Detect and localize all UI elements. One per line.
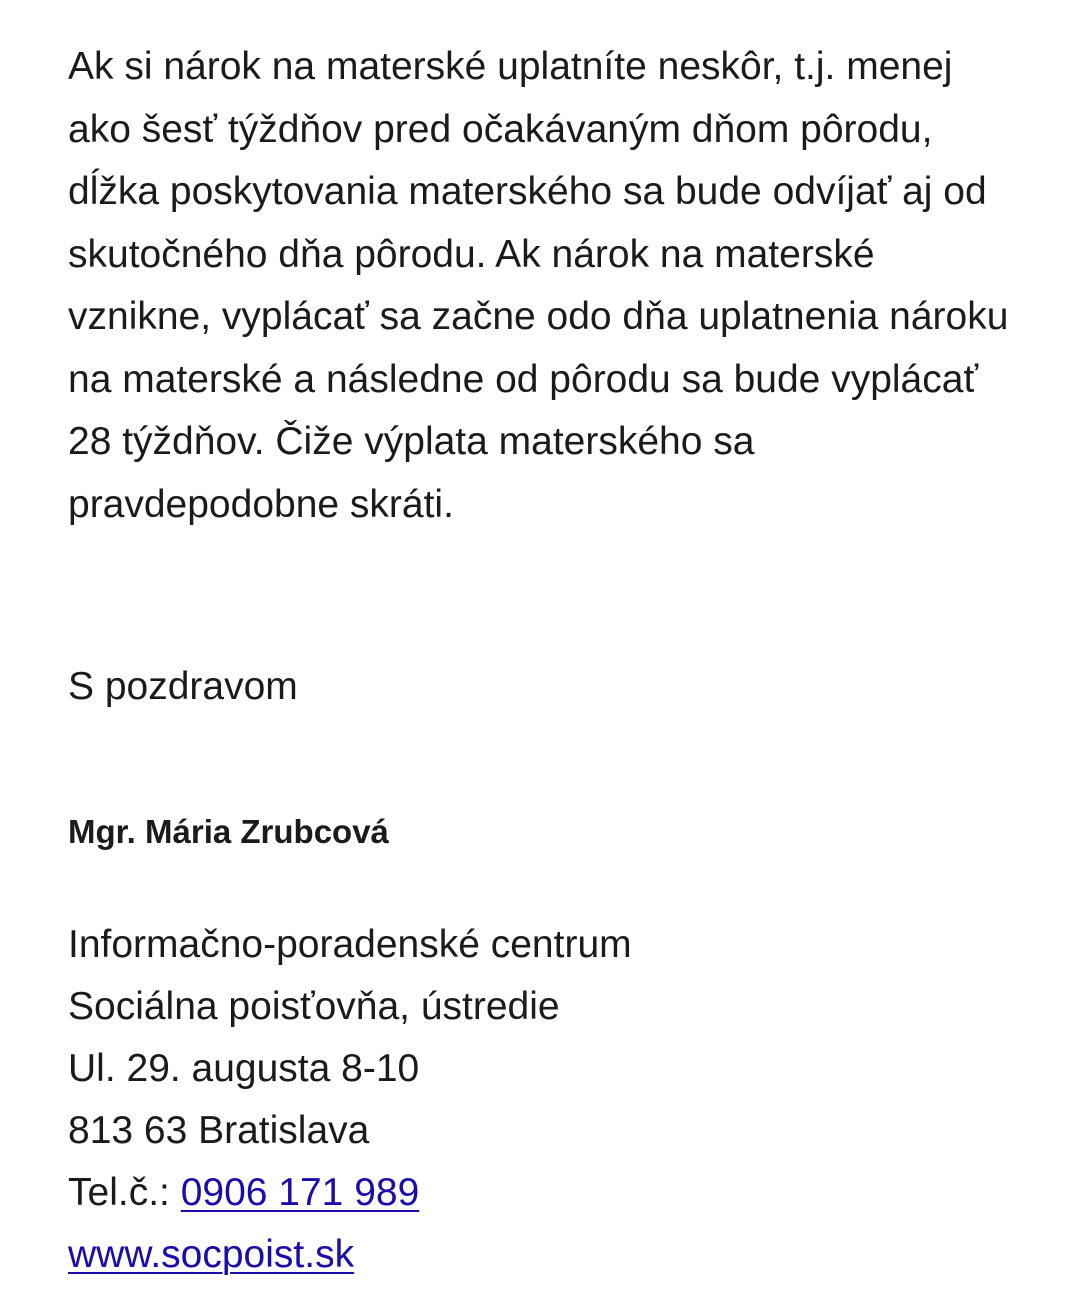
message-paragraph: Ak si nárok na materské uplatníte neskôr, t.j. menej ako šesť týždňov pred očakávaným dňom pôrodu, dĺžka poskytovania materského sa bude odvíjať aj od skutočného dňa pôrodu. Ak nárok na materské vznikne, vyplácať sa začne odo dňa uplatnenia nároku na materské a následne od pôrodu sa bude vyplácať 28 týždňov. Čiže výplata materského sa pravdepodobne skráti. <box>68 45 1009 526</box>
signature-street: Ul. 29. augusta 8-10 <box>68 1047 420 1090</box>
signature-contact-block <box>68 914 1020 1286</box>
signature-phone-line <box>68 1162 1020 1224</box>
signature-department: Informačno-poradenské centrum <box>68 923 632 966</box>
signature-city: 813 63 Bratislava <box>68 1109 370 1152</box>
website-link[interactable]: www.socpoist.sk <box>68 1233 355 1276</box>
signature-website-line <box>68 1224 1020 1286</box>
phone-link[interactable]: 0906 171 989 <box>180 1171 420 1214</box>
signature-name: Mgr. Mária Zrubcová <box>68 813 389 850</box>
closing-greeting: S pozdravom <box>68 665 298 708</box>
signature-organization: Sociálna poisťovňa, ústredie <box>68 985 560 1028</box>
phone-label: Tel.č.: <box>68 1171 181 1214</box>
